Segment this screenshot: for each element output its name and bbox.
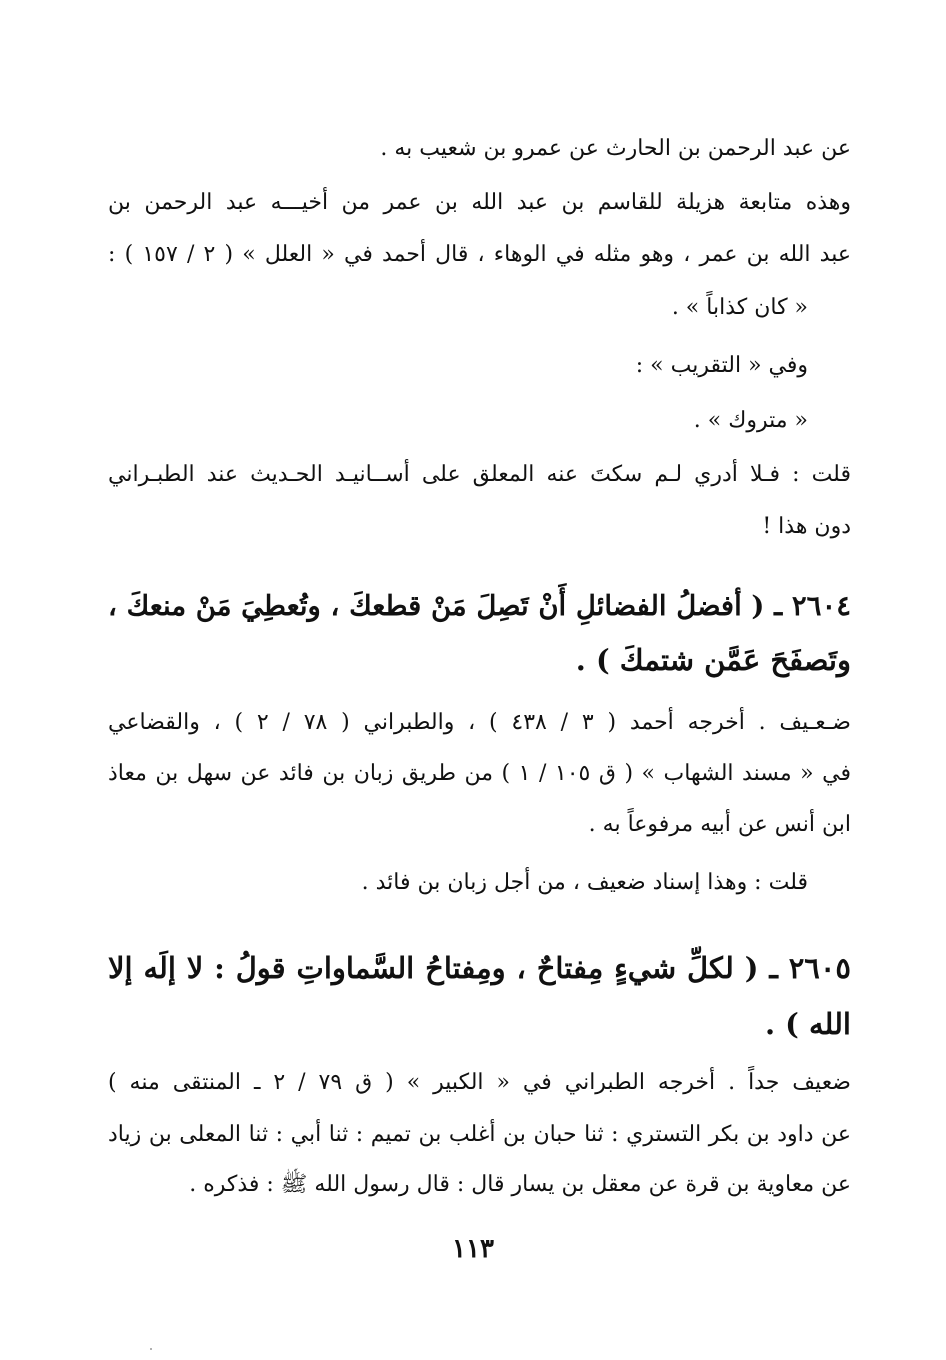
takhrij-line: عن معاوية بن قرة عن معقل بن يسار قال : قال رسول الله ﷺ : فذكره . bbox=[189, 1172, 851, 1197]
text-line: عن عبد الرحمن بن الحارث عن عمرو بن شعيب به . bbox=[380, 136, 851, 161]
text-line: دون هذا ! bbox=[762, 514, 851, 539]
text-line: قلت : فـلا أدري لـم سكتَ عنه المعلق على أســانيـد الحـديث عند الطبـراني bbox=[108, 462, 851, 487]
quote-line: « متروك » . bbox=[693, 408, 808, 433]
page-number: ١١٣ bbox=[452, 1234, 494, 1264]
takhrij-line: ضـعـيف . أخرجه أحمد ( ٣ / ٤٣٨ ) ، والطبراني ( ٧٨ / ٢ ) ، والقضاعي bbox=[108, 710, 851, 735]
takhrij-line: في « مسند الشهاب » ( ق ١٠٥ / ١ ) من طريق زبان بن فائد عن سهل بن معاذ bbox=[108, 761, 851, 786]
text-line: عبد الله بن عمر ، وهو مثله في الوهاء ، قال أحمد في « العلل » ( ٢ / ١٥٧ ) : bbox=[108, 242, 851, 267]
scan-speck bbox=[150, 1348, 152, 1350]
hadith-heading: ٢٦٠٥ ـ ( لكلِّ شيءٍ مِفتاحٌ ، ومِفتاحُ السَّماواتِ قولُ : لا إلَه إلا bbox=[108, 951, 851, 985]
quote-line: « كان كذاباً » . bbox=[671, 295, 808, 320]
hadith-heading: وتَصفَحَ عَمَّن شتمكَ ) . bbox=[575, 643, 851, 677]
hadith-heading: الله ) . bbox=[764, 1007, 851, 1041]
takhrij-line: ابن أنس عن أبيه مرفوعاً به . bbox=[588, 812, 851, 837]
takhrij-line: ضعيف جداً . أخرجه الطبراني في « الكبير » ( ق ٧٩ / ٢ ـ المنتقى منه ) bbox=[108, 1070, 851, 1095]
text-line: وهذه متابعة هزيلة للقاسم بن عبد الله بن عمر من أخيـــه عبد الرحمن بن bbox=[108, 190, 851, 215]
hadith-heading: ٢٦٠٤ ـ ( أفضلُ الفضائلِ أَنْ تَصِلَ مَنْ قطعكَ ، وتُعطِيَ مَنْ منعكَ ، bbox=[108, 590, 851, 622]
takhrij-line: عن داود بن بكر التستري : ثنا حبان بن أغلب بن تميم : ثنا أبي : ثنا المعلى بن زياد bbox=[108, 1122, 851, 1147]
text-line: وفي « التقريب » : bbox=[635, 353, 808, 378]
comment-line: قلت : وهذا إسناد ضعيف ، من أجل زبان بن فائد . bbox=[361, 870, 808, 895]
